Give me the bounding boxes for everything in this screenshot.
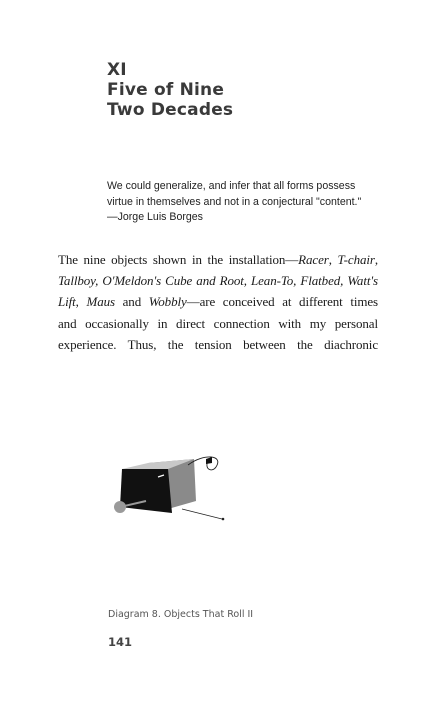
page-number: 141 — [108, 635, 133, 649]
body-text-run: The nine objects shown in the installation— — [58, 252, 299, 267]
body-text-run: and — [114, 294, 149, 310]
body-line-2 — [58, 270, 378, 291]
body-line-4: and occasionally in direct connection with my personal — [58, 315, 378, 331]
body-text-run: —are conceived at different times — [186, 294, 378, 310]
object-title-racer: Racer — [298, 252, 329, 267]
chapter-title-line-2: Two Decades — [107, 100, 234, 120]
epigraph-line-2: virtue in themselves and not in a conjectural "content." — [107, 195, 362, 208]
body-text-run: , — [328, 252, 338, 267]
diagram-motion-line — [182, 509, 222, 519]
body-line-5: experience. Thus, the tension between the diachronic — [58, 336, 378, 352]
object-title-tchair: T-chair — [337, 252, 375, 267]
object-titles-run: Tallboy, O'Meldon's Cube and Root, Lean-To, Flatbed, Watt's — [58, 273, 378, 289]
objects-that-roll-diagram-icon — [108, 455, 228, 525]
object-title-lift: Lift — [58, 294, 76, 310]
diagram-motion-endpoint — [222, 518, 225, 521]
body-paragraph — [58, 249, 378, 355]
epigraph — [107, 179, 377, 226]
body-text-run: , — [75, 294, 87, 310]
chapter-heading — [107, 60, 233, 120]
object-title-maus: Maus — [86, 294, 115, 310]
body-text-run: , — [374, 252, 378, 267]
epigraph-attribution: —Jorge Luis Borges — [107, 211, 203, 223]
body-line-1 — [58, 249, 378, 270]
diagram-front-face — [120, 469, 172, 513]
diagram-drawing — [108, 455, 228, 525]
chapter-number: XI — [107, 60, 127, 80]
epigraph-line-1: We could generalize, and infer that all forms possess — [107, 180, 356, 192]
diagram-handle-cap — [206, 457, 212, 464]
body-line-3 — [58, 291, 378, 312]
object-title-wobbly: Wobbly — [148, 294, 187, 310]
figure-caption: Diagram 8. Objects That Roll II — [108, 609, 254, 620]
chapter-title-line-1: Five of Nine — [107, 80, 225, 100]
